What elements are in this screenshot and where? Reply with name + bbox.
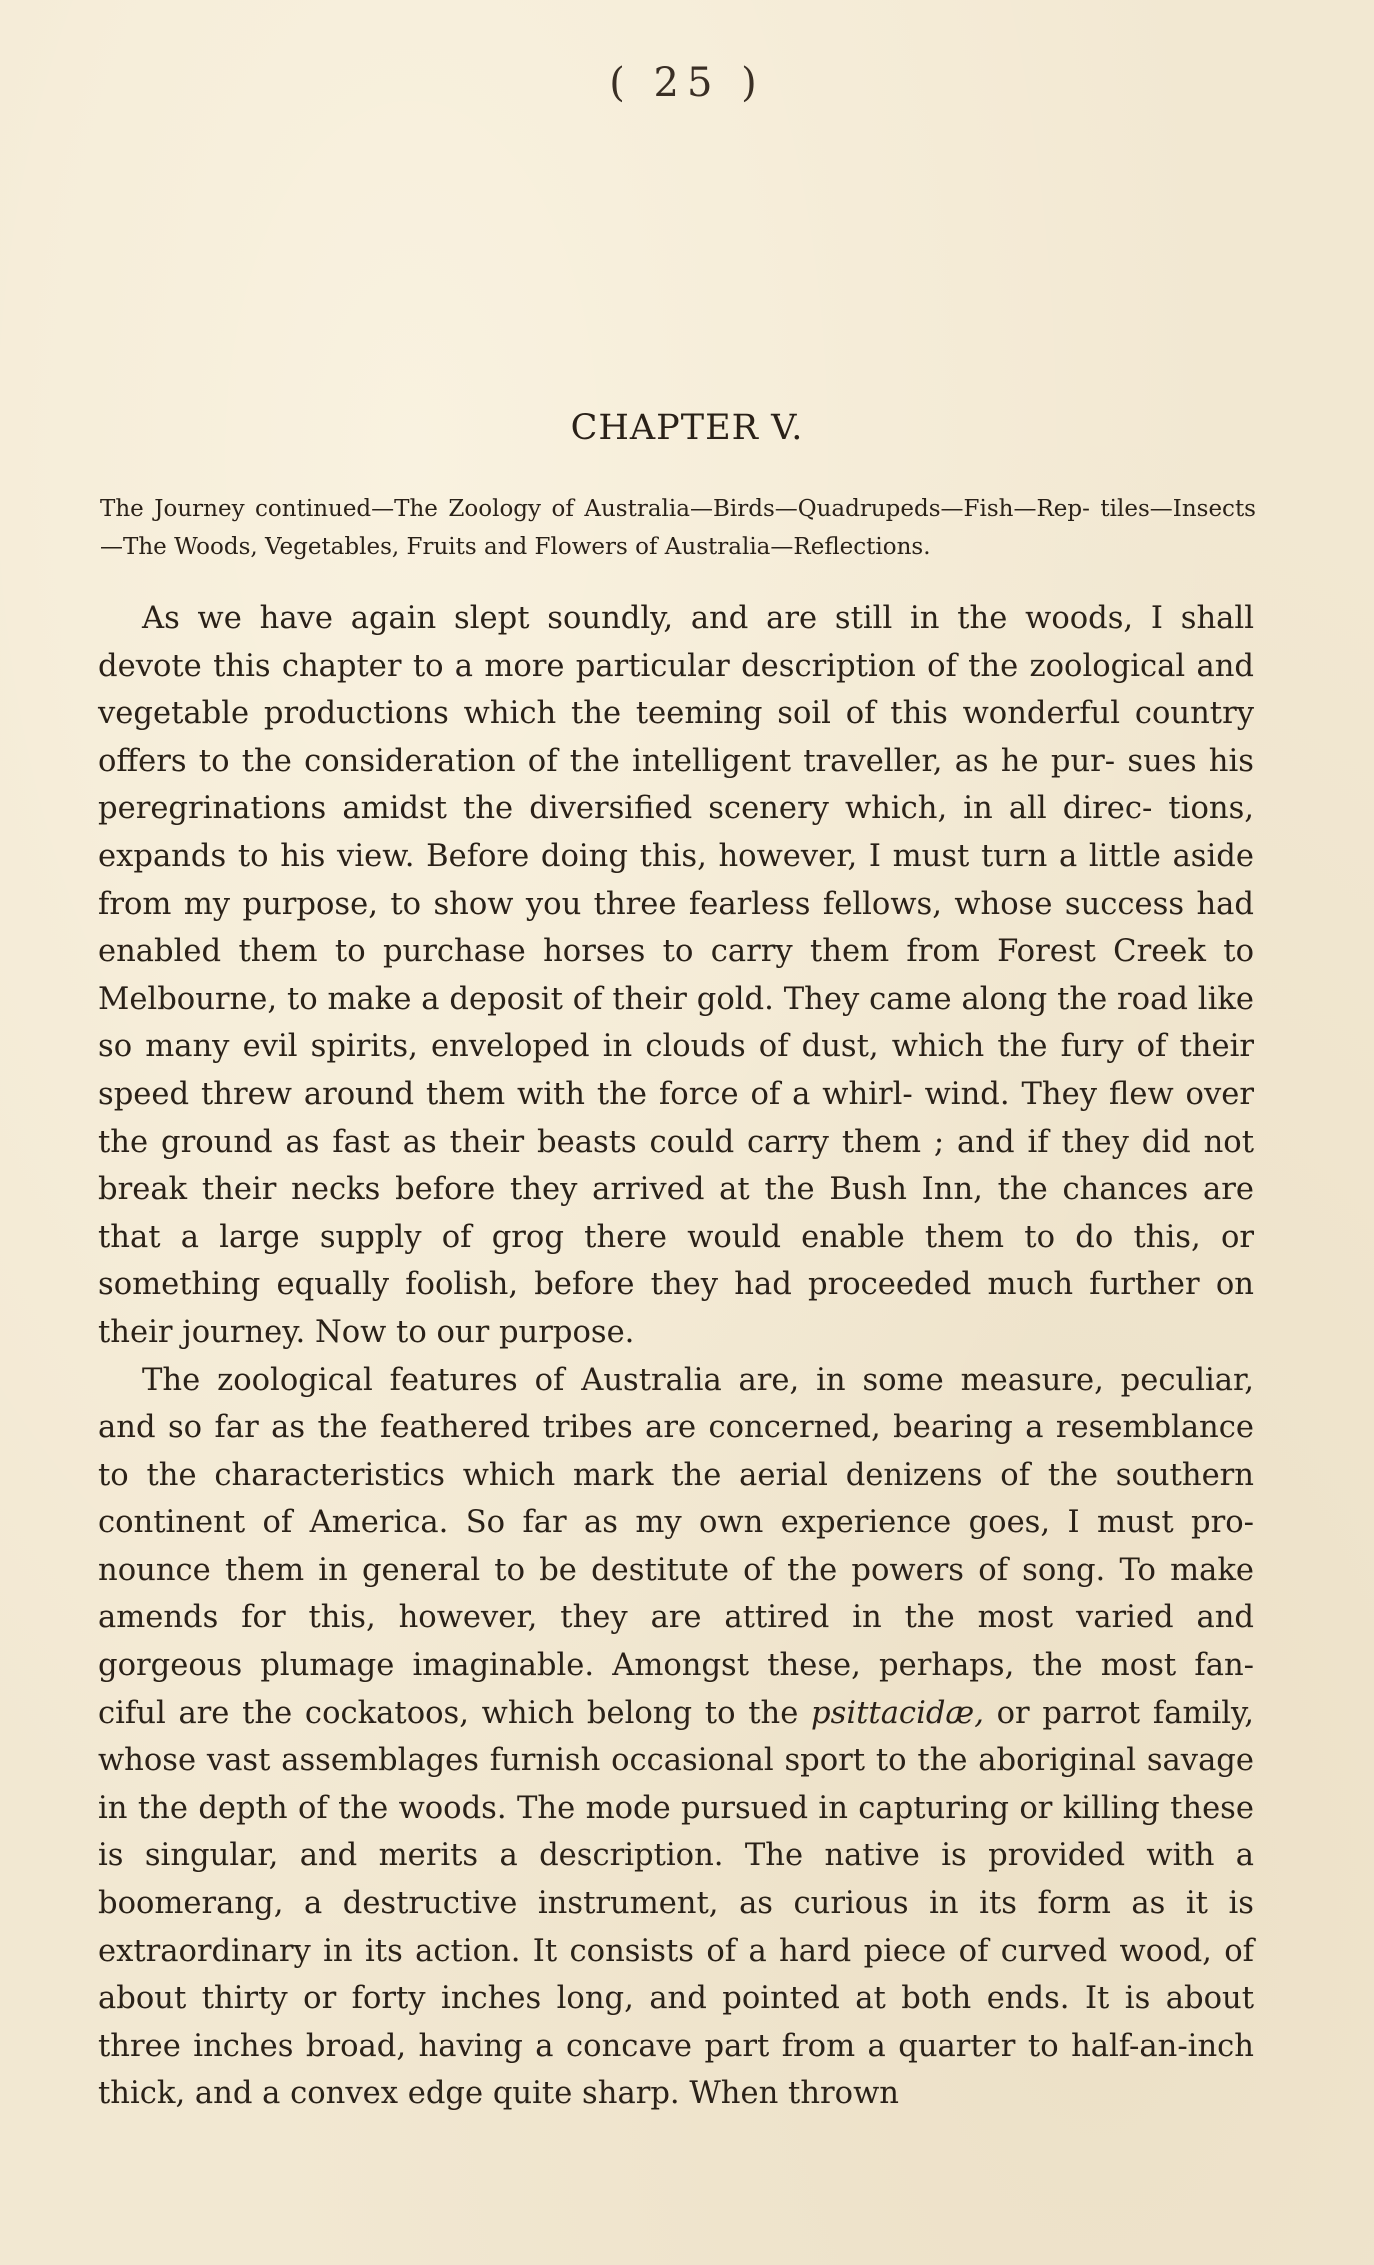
paragraph-2-text-after-italic: or parrot family, whose vast assemblages furnish occasional sport to the aboriginal savage in the depth of the woods. The mode pursued in capturing or killing these is singular, and merits a description. The native is provided with a boomerang, a destructive instrument, as curious in its form as it is extraordinary in its action. It consists of a hard piece of curved wood, of about thirty or forty inches long, and pointed at both ends. It is about three inches broad, having a concave part from a quarter to half-an-inch thick, and a convex edge quite sharp. When thrown	[98, 1695, 1254, 2112]
chapter-title: CHAPTER V.	[570, 408, 804, 448]
paragraph-2-text-before-italic: The zoological features of Australia are, in some measure, peculiar, and so far as the feathered tribes are concerned, bearing a resemblance to the characteristics which mark the aerial denizens of the southern continent of America. So far as my own experience goes, I must pro- nounce them in general to be destitute of the powers of song. To make amends for this, however, they are attired in the most varied and gorgeous plumage imaginable. Amongst these, perhaps, the most fan- ciful are the cockatoos, which belong to the	[98, 1362, 1254, 1731]
paragraph-2	[98, 1357, 1254, 2119]
chapter-body	[98, 595, 1254, 2118]
paragraph-1: As we have again slept soundly, and are still in the woods, I shall devote this chapter to a more particular description of the zoological and vegetable productions which the teeming soil of this wonderful country offers to the consideration of the intelligent traveller, as he pur- sues his peregrinations amidst the diversified scenery which, in all direc- tions, expands to his view. Before doing this, however, I must turn a little aside from my purpose, to show you three fearless fellows, whose success had enabled them to purchase horses to carry them from Forest Creek to Melbourne, to make a deposit of their gold. They came along the road like so many evil spirits, enveloped in clouds of dust, which the fury of their speed threw around them with the force of a whirl- wind. They flew over the ground as fast as their beasts could carry them ; and if they did not break their necks before they arrived at the Bush Inn, the chances are that a large supply of grog there would enable them to do this, or something equally foolish, before they had proceeded much further on their journey. Now to our purpose.	[98, 601, 1254, 1350]
chapter-synopsis: The Journey continued—The Zoology of Australia—Birds—Quadrupeds—Fish—Rep- tiles—Insects—The Woods, Vegetables, Fruits and Flowers of Australia—Reflections.	[100, 496, 1256, 560]
page-number: ( 25 )	[609, 60, 765, 106]
italic-term: psittacidæ,	[811, 1695, 984, 1731]
